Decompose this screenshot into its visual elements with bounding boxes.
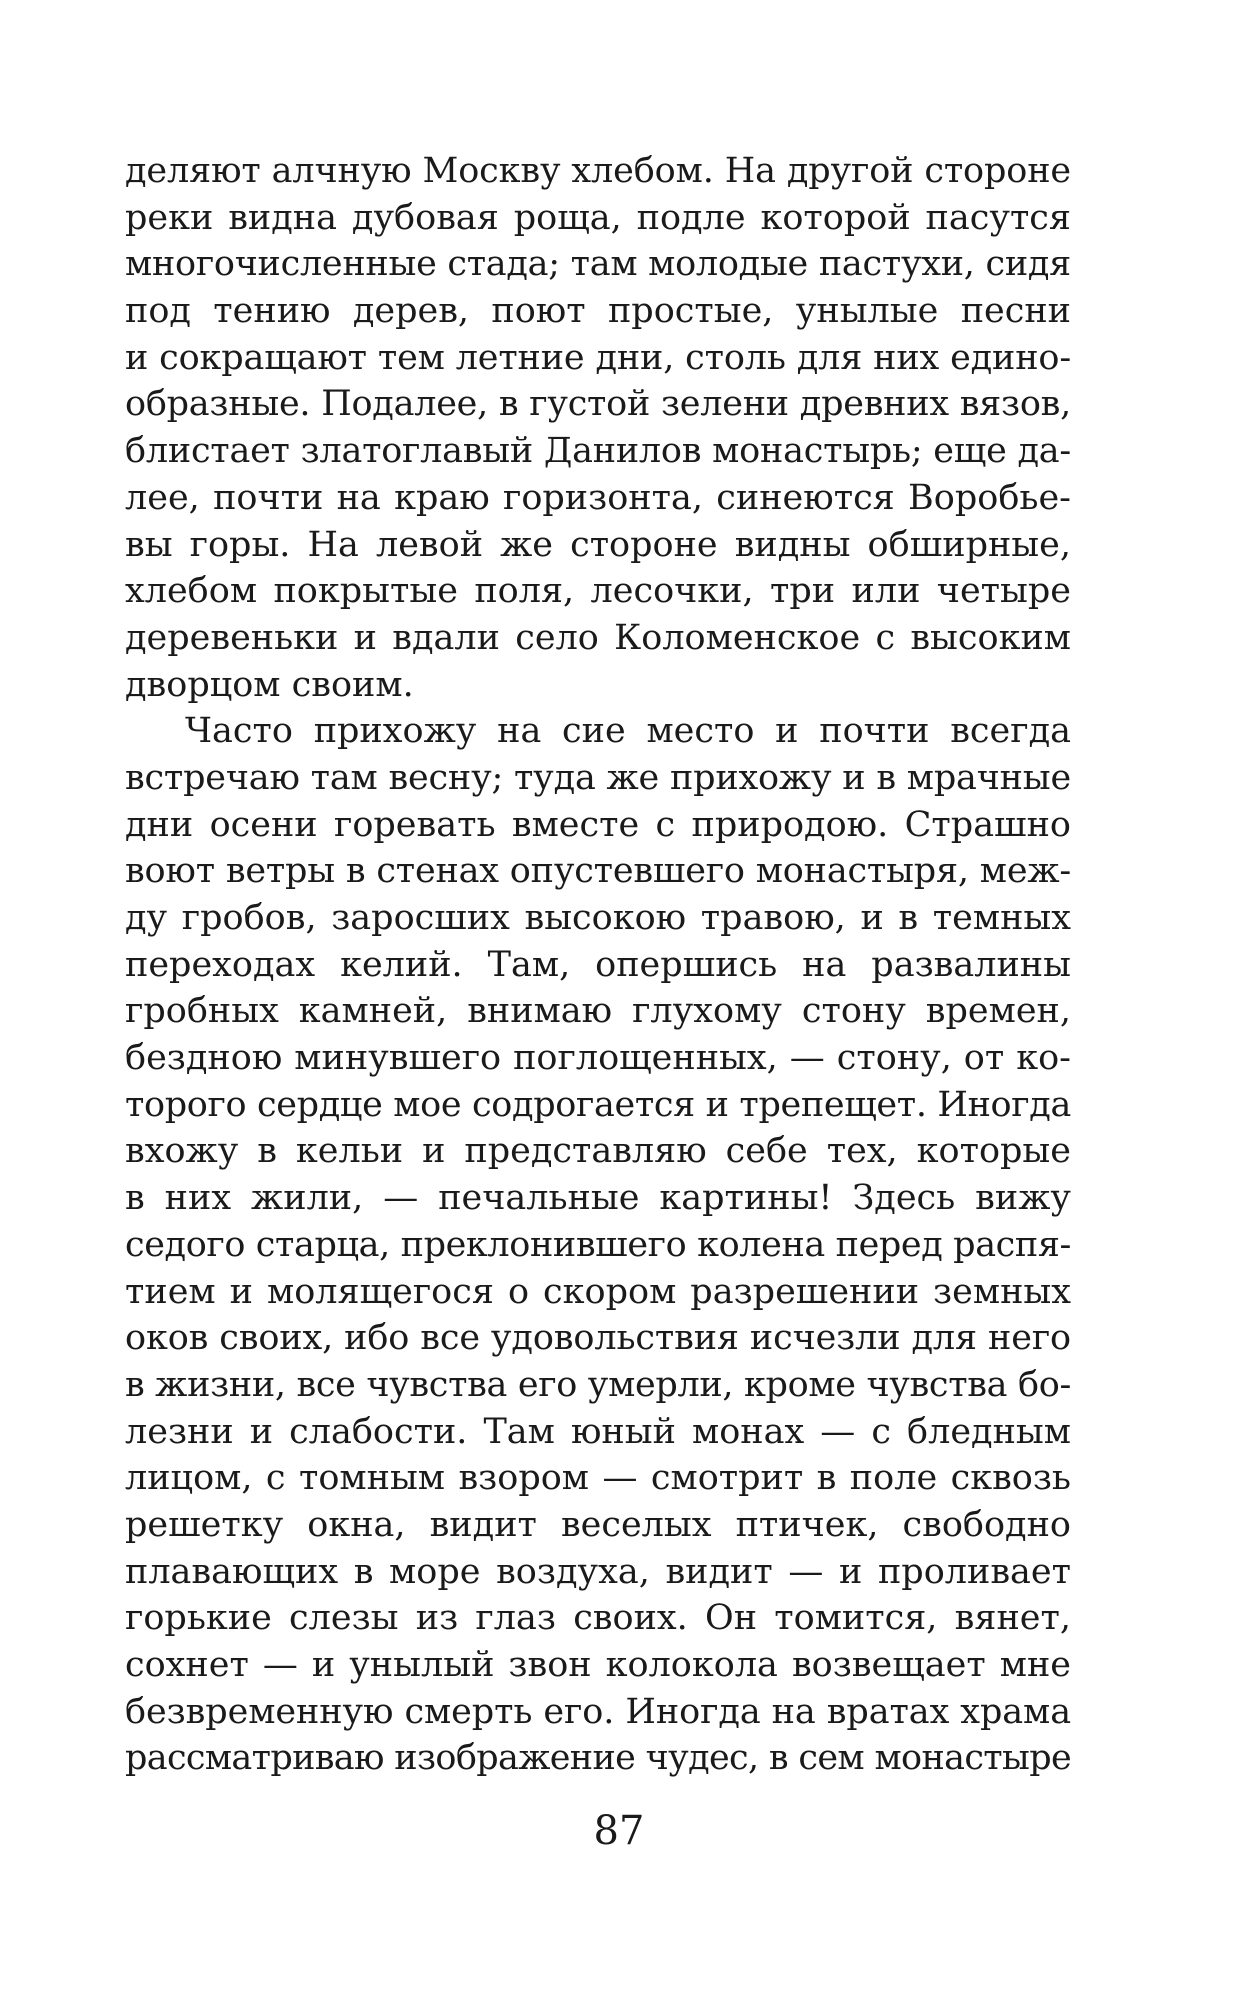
- text-line: дворцом своим.: [125, 664, 414, 705]
- text-line: плавающих в море воздуха, видит — и проливает: [125, 1551, 1071, 1592]
- text-line: хлебом покрытые поля, лесочки, три или четыре: [125, 571, 1071, 612]
- text-line: деляют алчную Москву хлебом. На другой стороне: [125, 151, 1071, 191]
- text-line: оков своих, ибо все удовольствия исчезли для него: [125, 1318, 1071, 1359]
- paragraph-1: [125, 148, 1071, 708]
- text-line: сохнет — и унылый звон колокола возвещает мне: [125, 1645, 1071, 1685]
- text-line: образные. Подалее, в густой зелени древних вязов,: [125, 384, 1071, 425]
- text-line: и сокращают тем летние дни, столь для них едино-: [125, 337, 1071, 378]
- text-line: вхожу в кельи и представляю себе тех, которые: [125, 1131, 1071, 1172]
- text-line: тием и молящегося о скором разрешении земных: [125, 1271, 1071, 1312]
- text-line: бездною минувшего поглощенных, — стону, от ко-: [125, 1038, 1071, 1079]
- text-line: Часто прихожу на сие место и почти всегда: [185, 711, 1071, 752]
- page-number: 87: [593, 1808, 645, 1854]
- text-line: переходах келий. Там, опершись на развалины: [125, 944, 1071, 985]
- text-line: ду гробов, заросших высокою травою, и в темных: [125, 898, 1071, 938]
- text-line: реки видна дубовая роща, подле которой пасутся: [125, 197, 1071, 238]
- text-line: воют ветры в стенах опустевшего монастыря, меж-: [125, 851, 1071, 892]
- page-body: [125, 148, 1071, 1782]
- text-line: вы горы. На левой же стороне видны обширные,: [125, 524, 1071, 565]
- text-line: седого старца, преклонившего колена перед распя-: [125, 1224, 1071, 1265]
- text-line: лее, почти на краю горизонта, синеются Воробье-: [125, 477, 1071, 518]
- text-line: встречаю там весну; туда же прихожу и в мрачные: [125, 757, 1071, 798]
- text-line: горькие слезы из глаз своих. Он томится, вянет,: [125, 1598, 1071, 1639]
- text-line: в них жили, — печальные картины! Здесь вижу: [125, 1178, 1071, 1219]
- text-line: дни осени горевать вместе с природою. Страшно: [125, 804, 1071, 845]
- text-line: рассматриваю изображение чудес, в сем монастыре: [125, 1738, 1071, 1779]
- text-line: лезни и слабости. Там юный монах — с бледным: [125, 1411, 1071, 1452]
- text-line: лицом, с томным взором — смотрит в поле сквозь: [125, 1458, 1071, 1499]
- text-line: деревеньки и вдали село Коломенское с высоким: [125, 617, 1071, 658]
- paragraph-2: [125, 708, 1071, 1782]
- text-line: торого сердце мое содрогается и трепещет. Иногда: [125, 1084, 1071, 1125]
- text-line: под тению дерев, поют простые, унылые песни: [125, 291, 1071, 332]
- text-line: гробных камней, внимаю глухому стону времен,: [125, 991, 1071, 1032]
- text-line: многочисленные стада; там молодые пастухи, сидя: [125, 244, 1071, 285]
- text-line: в жизни, все чувства его умерли, кроме чувства бо-: [125, 1364, 1071, 1405]
- text-line: блистает златоглавый Данилов монастырь; еще да-: [125, 431, 1071, 472]
- text-line: безвременную смерть его. Иногда на вратах храма: [125, 1691, 1071, 1732]
- text-line: решетку окна, видит веселых птичек, свободно: [125, 1504, 1071, 1545]
